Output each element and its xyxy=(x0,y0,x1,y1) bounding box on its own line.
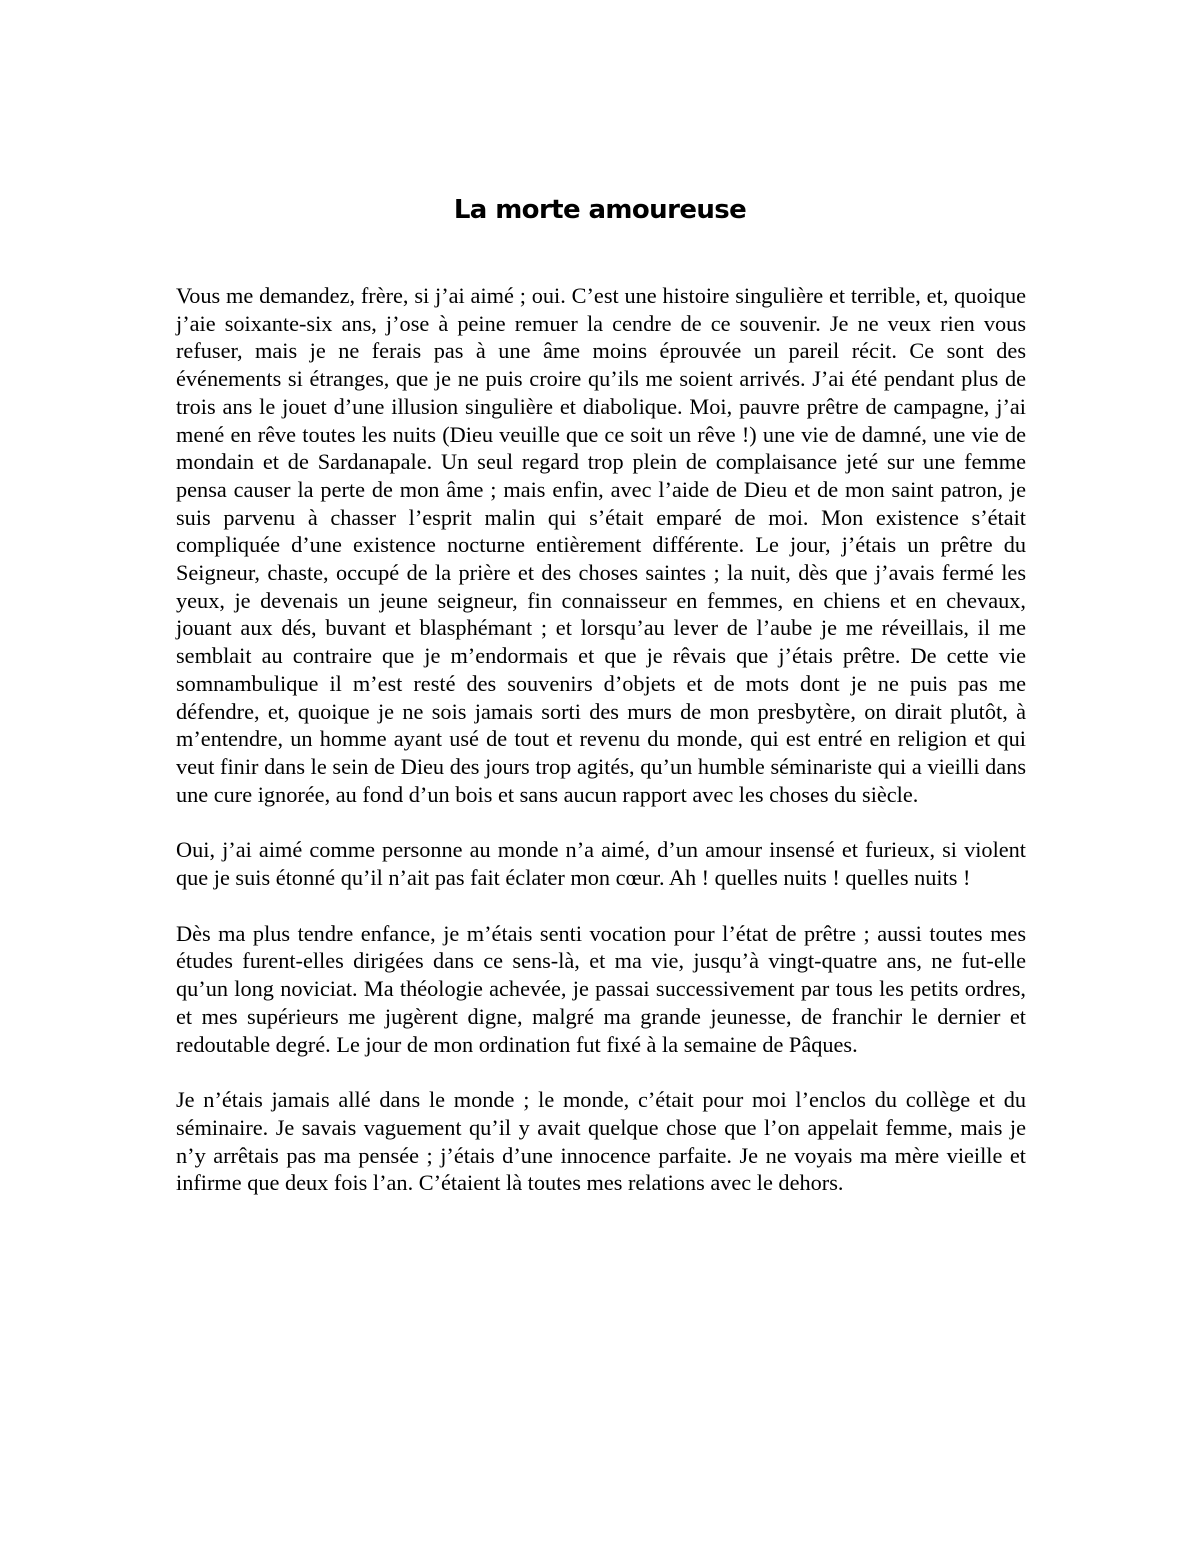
document-title: La morte amoureuse xyxy=(453,195,747,225)
document-body xyxy=(176,282,1026,1225)
paragraph: Je n’étais jamais allé dans le monde ; le monde, c’était pour moi l’enclos du collège et du séminaire. Je savais vaguement qu’il y avait quelque chose que l’on appelait femme, mais je n’y arrêtais pas ma pensée ; j’étais d’une innocence parfaite. Je ne voyais ma mère vieille et infirme que deux fois l’an. C’étaient là toutes mes relations avec le dehors. xyxy=(176,1087,1026,1196)
paragraph: Dès ma plus tendre enfance, je m’étais senti vocation pour l’état de prêtre ; aussi toutes mes études furent-elles dirigées dans ce sens-là, et ma vie, jusqu’à vingt-quatre ans, ne fut-elle qu’un long noviciat. Ma théologie achevée, je passai successivement par tous les petits ordres, et mes supérieurs me jugèrent digne, malgré ma grande jeunesse, de franchir le dernier et redoutable degré. Le jour de mon ordination fut fixé à la semaine de Pâques. xyxy=(176,920,1026,1057)
paragraph: Oui, j’ai aimé comme personne au monde n’a aimé, d’un amour insensé et furieux, si violent que je suis étonné qu’il n’ait pas fait éclater mon cœur. Ah ! quelles nuits ! quelles nuits ! xyxy=(176,837,1026,891)
paragraph: Vous me demandez, frère, si j’ai aimé ; oui. C’est une histoire singulière et terrible, et, quoique j’aie soixante-six ans, j’ose à peine remuer la cendre de ce souvenir. Je ne veux rien vous refuser, mais je ne ferais pas à une âme moins éprouvée un pareil récit. Ce sont des événements si étranges, que je ne puis croire qu’ils me soient arrivés. J’ai été pendant plus de trois ans le jouet d’une illusion singulière et diabolique. Moi, pauvre prêtre de campagne, j’ai mené en rêve toutes les nuits (Dieu veuille que ce soit un rêve !) une vie de damné, une vie de mondain et de Sardanapale. Un seul regard trop plein de complaisance jeté sur une femme pensa causer la perte de mon âme ; mais enfin, avec l’aide de Dieu et de mon saint patron, je suis parvenu à chasser l’esprit malin qui s’était emparé de moi. Mon existence s’était compliquée d’une existence nocturne entièrement différente. Le jour, j’étais un prêtre du Seigneur, chaste, occupé de la prière et des choses saintes ; la nuit, dès que j’avais fermé les yeux, je devenais un jeune seigneur, fin connaisseur en femmes, en chiens et en chevaux, jouant aux dés, buvant et blasphémant ; et lorsqu’au lever de l’aube je me réveillais, il me semblait au contraire que je m’endormais et que je rêvais que j’étais prêtre. De cette vie somnambulique il m’est resté des souvenirs d’objets et de mots dont je ne puis pas me défendre, et, quoique je ne sois jamais sorti des murs de mon presbytère, on dirait plutôt, à m’entendre, un homme ayant usé de tout et revenu du monde, qui est entré en religion et qui veut finir dans le sein de Dieu des jours trop agités, qu’un humble séminariste qui a vieilli dans une cure ignorée, au fond d’un bois et sans aucun rapport avec les choses du siècle. xyxy=(176,283,1026,807)
